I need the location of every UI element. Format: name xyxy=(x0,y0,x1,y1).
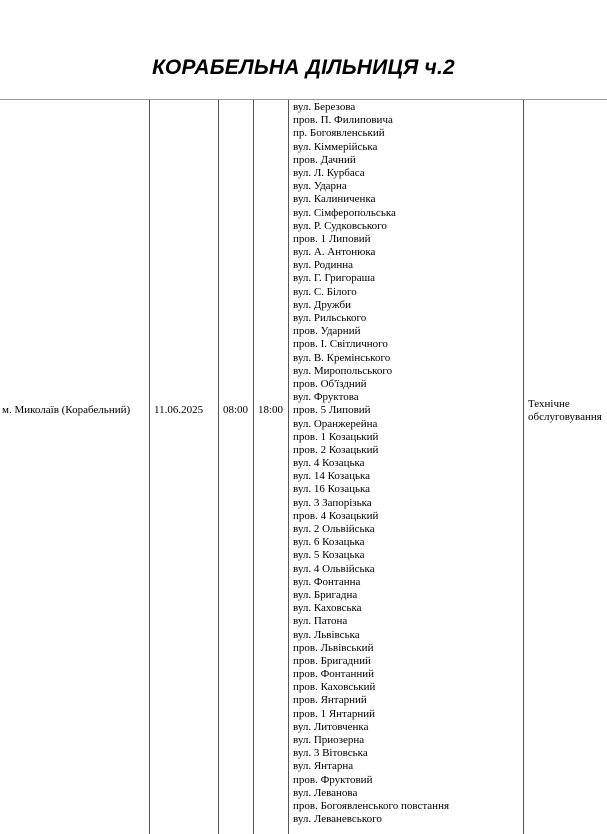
reason-line-2: обслуговування xyxy=(528,411,602,424)
reason-line-1: Технічне xyxy=(528,398,570,410)
reason-text xyxy=(528,398,602,424)
street-item: вул. 4 Козацька xyxy=(293,457,365,470)
street-list xyxy=(293,101,449,826)
street-item: вул. Березова xyxy=(293,101,356,113)
street-item: вул. Дружби xyxy=(293,298,351,311)
street-item: пров. Об'їздний xyxy=(293,377,367,390)
street-item: пров. Фонтанний xyxy=(293,668,375,681)
street-item: вул. Миропольського xyxy=(293,364,393,377)
street-item: вул. В. Кремінського xyxy=(293,351,391,364)
street-item: вул. Каховська xyxy=(293,602,362,615)
date-cell xyxy=(149,100,218,834)
street-item: вул. Г. Григораша xyxy=(293,272,375,285)
street-item: вул. 2 Ольвійська xyxy=(293,523,375,535)
street-item: пров. Ударний xyxy=(293,325,361,338)
street-item: вул. 6 Козацька xyxy=(293,536,365,549)
street-item: пров. 1 Липовий xyxy=(293,232,371,245)
street-item: пров. І. Світличного xyxy=(293,338,388,351)
streets-cell xyxy=(288,100,523,834)
street-item: пр. Богоявленський xyxy=(293,127,385,140)
date-text: 11.06.2025 xyxy=(154,404,204,416)
street-item: пров. 4 Козацький xyxy=(293,509,379,522)
street-item: вул. 16 Козацька xyxy=(293,483,371,496)
street-item: вул. 3 Запорізька xyxy=(293,496,372,509)
street-item: вул. 5 Козацька xyxy=(293,549,365,562)
street-item: пров. Янтарний xyxy=(293,694,367,707)
street-item: пров. Львівський xyxy=(293,641,374,654)
outage-table xyxy=(0,99,607,834)
start-time-text: 08:00 xyxy=(223,404,249,416)
street-item: пров. 5 Липовий xyxy=(293,404,371,417)
street-item: вул. 14 Козацька xyxy=(293,470,371,483)
street-item: вул. Родинна xyxy=(293,259,353,272)
street-item: вул. Сімферопольська xyxy=(293,206,396,219)
street-item: пров. Дачний xyxy=(293,153,356,166)
street-item: вул. С. Білого xyxy=(293,285,357,298)
street-item: вул. Литовченка xyxy=(293,720,369,733)
end-time-text: 18:00 xyxy=(258,404,284,416)
street-item: вул. Патона xyxy=(293,615,348,628)
street-item: вул. Леваневського xyxy=(293,813,382,826)
street-item: вул. Р. Судковського xyxy=(293,219,387,232)
street-item: вул. Рильського xyxy=(293,312,367,324)
street-item: пров. Богоявленського повстання xyxy=(293,799,450,812)
street-item: вул. Калиниченка xyxy=(293,193,376,206)
settlement-text: м. Миколаїв (Корабельний) xyxy=(2,404,131,416)
street-item: вул. А. Антонюка xyxy=(293,246,376,259)
street-item: вул. Леванова xyxy=(293,786,358,799)
street-item: пров. 1 Козацький xyxy=(293,430,379,443)
street-item: вул. Фруктова xyxy=(293,391,359,404)
page-title: КОРАБЕЛЬНА ДІЛЬНИЦЯ ч.2 xyxy=(152,56,455,79)
street-item: пров. П. Филиповича xyxy=(293,114,393,127)
street-item: вул. Фонтанна xyxy=(293,575,361,588)
street-item: вул. Ударна xyxy=(293,180,347,193)
street-item: вул. Кіммерійська xyxy=(293,140,378,153)
street-item: пров. 2 Козацький xyxy=(293,443,379,456)
street-item: вул. Оранжерейна xyxy=(293,417,378,430)
street-item: вул. 4 Ольвійська xyxy=(293,562,375,575)
street-item: пров. Каховський xyxy=(293,681,376,694)
street-item: вул. 3 Вітовська xyxy=(293,747,368,760)
settlement-cell xyxy=(0,100,148,834)
end-time-cell xyxy=(253,100,288,834)
street-item: вул. Янтарна xyxy=(293,760,354,773)
street-item: вул. Приозерна xyxy=(293,734,365,746)
street-item: пров. 1 Янтарний xyxy=(293,707,376,720)
start-time-cell xyxy=(218,100,254,834)
street-item: пров. Бригадний xyxy=(293,654,371,667)
street-item: пров. Фруктовий xyxy=(293,773,373,786)
street-item: вул. Бригадна xyxy=(293,588,358,601)
street-item: вул. Л. Курбаса xyxy=(293,166,365,179)
reason-cell xyxy=(523,100,607,834)
street-item: вул. Львівська xyxy=(293,628,360,641)
